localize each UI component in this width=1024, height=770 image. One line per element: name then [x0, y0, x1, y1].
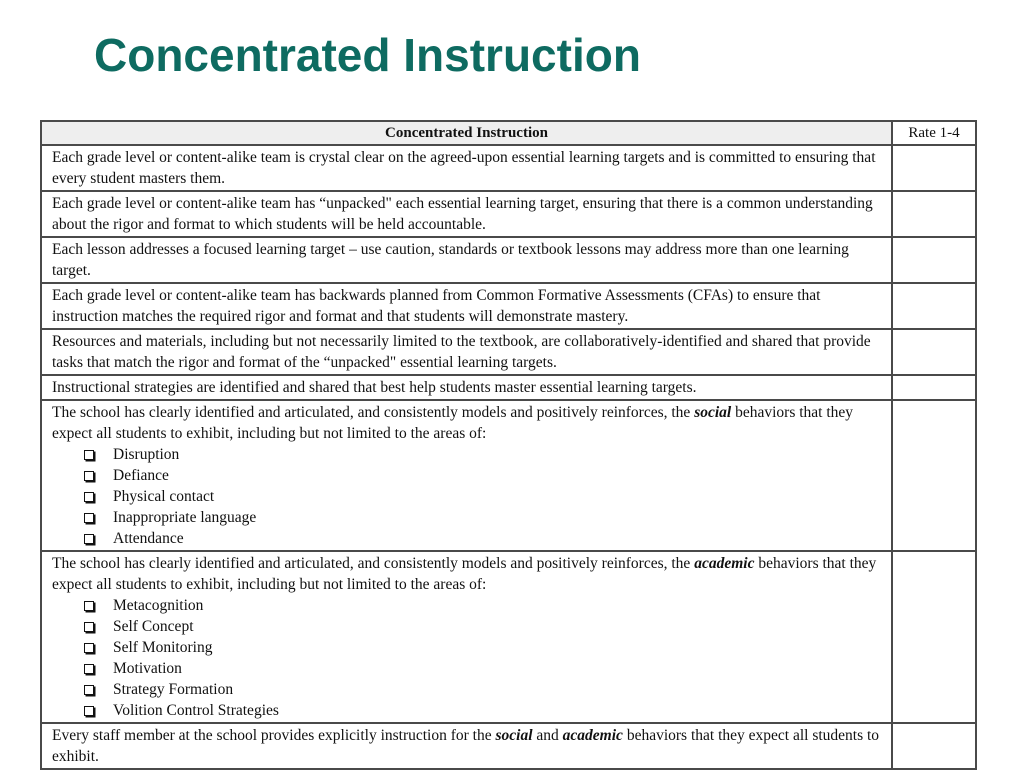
criterion-cell: Each lesson addresses a focused learning target – use caution, standards or textbook lessons may address more than one learning target.	[41, 237, 892, 283]
table-row	[41, 145, 976, 191]
checklist-item: Volition Control Strategies	[83, 700, 882, 721]
rate-column-header: Rate 1-4	[892, 121, 976, 145]
criterion-column-header: Concentrated Instruction	[41, 121, 892, 145]
slide-title: Concentrated Instruction	[94, 29, 641, 81]
criterion-cell: Instructional strategies are identified and shared that best help students master essential learning targets.	[41, 375, 892, 400]
criterion-text: The school has clearly identified and articulated, and consistently models and positively reinforces, the	[52, 555, 691, 572]
rating-cell[interactable]	[892, 723, 976, 769]
emphasis-social: social	[495, 727, 533, 744]
criterion-text: behaviors that they expect all students to exhibit, including but not limited to the areas of:	[52, 555, 877, 593]
checklist-item: Metacognition	[83, 595, 882, 616]
staff-instruction-row	[41, 723, 976, 769]
checklist-item: Self Concept	[83, 616, 882, 637]
criterion-cell	[41, 551, 892, 723]
criterion-text: Every staff member at the school provides explicitly instruction for the	[52, 727, 492, 744]
social-behaviors-row	[41, 400, 976, 551]
rating-cell[interactable]	[892, 237, 976, 283]
rating-cell[interactable]	[892, 145, 976, 191]
checklist-item: Disruption	[83, 444, 882, 465]
rating-cell[interactable]	[892, 283, 976, 329]
emphasis-social: social	[694, 404, 732, 421]
criterion-cell	[41, 400, 892, 551]
checklist-item: Defiance	[83, 465, 882, 486]
rating-cell[interactable]	[892, 191, 976, 237]
emphasis-academic: academic	[694, 555, 755, 572]
checklist-item: Inappropriate language	[83, 507, 882, 528]
criterion-text: The school has clearly identified and articulated, and consistently models and positively reinforces, the	[52, 404, 691, 421]
checklist-item: Motivation	[83, 658, 882, 679]
rating-cell[interactable]	[892, 551, 976, 723]
criterion-cell	[41, 723, 892, 769]
academic-checklist	[52, 595, 882, 721]
checklist-item: Physical contact	[83, 486, 882, 507]
criterion-cell: Each grade level or content-alike team has backwards planned from Common Formative Assessments (CFAs) to ensure that instruction matches the required rigor and format and that students will demonstrate mastery.	[41, 283, 892, 329]
table-header-row	[41, 121, 976, 145]
checklist-item: Self Monitoring	[83, 637, 882, 658]
criterion-cell: Resources and materials, including but not necessarily limited to the textbook, are collaboratively-identified and shared that provide tasks that match the rigor and format of the “unpacked" essential learning targets.	[41, 329, 892, 375]
table-row	[41, 375, 976, 400]
rubric-table	[40, 120, 977, 770]
rating-cell[interactable]	[892, 375, 976, 400]
checklist-item: Attendance	[83, 528, 882, 549]
table-row	[41, 237, 976, 283]
criterion-text: behaviors that they expect all students to exhibit, including but not limited to the areas of:	[52, 404, 854, 442]
academic-behaviors-row	[41, 551, 976, 723]
table-row	[41, 329, 976, 375]
checklist-item: Strategy Formation	[83, 679, 882, 700]
table-row	[41, 283, 976, 329]
social-checklist	[52, 444, 882, 549]
table-row	[41, 191, 976, 237]
rating-cell[interactable]	[892, 400, 976, 551]
criterion-text: and	[536, 727, 559, 744]
criterion-cell: Each grade level or content-alike team has “unpacked" each essential learning target, ensuring that there is a common understanding about the rigor and format to which students will be held accountable.	[41, 191, 892, 237]
criterion-cell: Each grade level or content-alike team is crystal clear on the agreed-upon essential learning targets and is committed to ensuring that every student masters them.	[41, 145, 892, 191]
criterion-text: behaviors that they expect all students to exhibit.	[52, 727, 880, 765]
rating-cell[interactable]	[892, 329, 976, 375]
emphasis-academic: academic	[562, 727, 623, 744]
